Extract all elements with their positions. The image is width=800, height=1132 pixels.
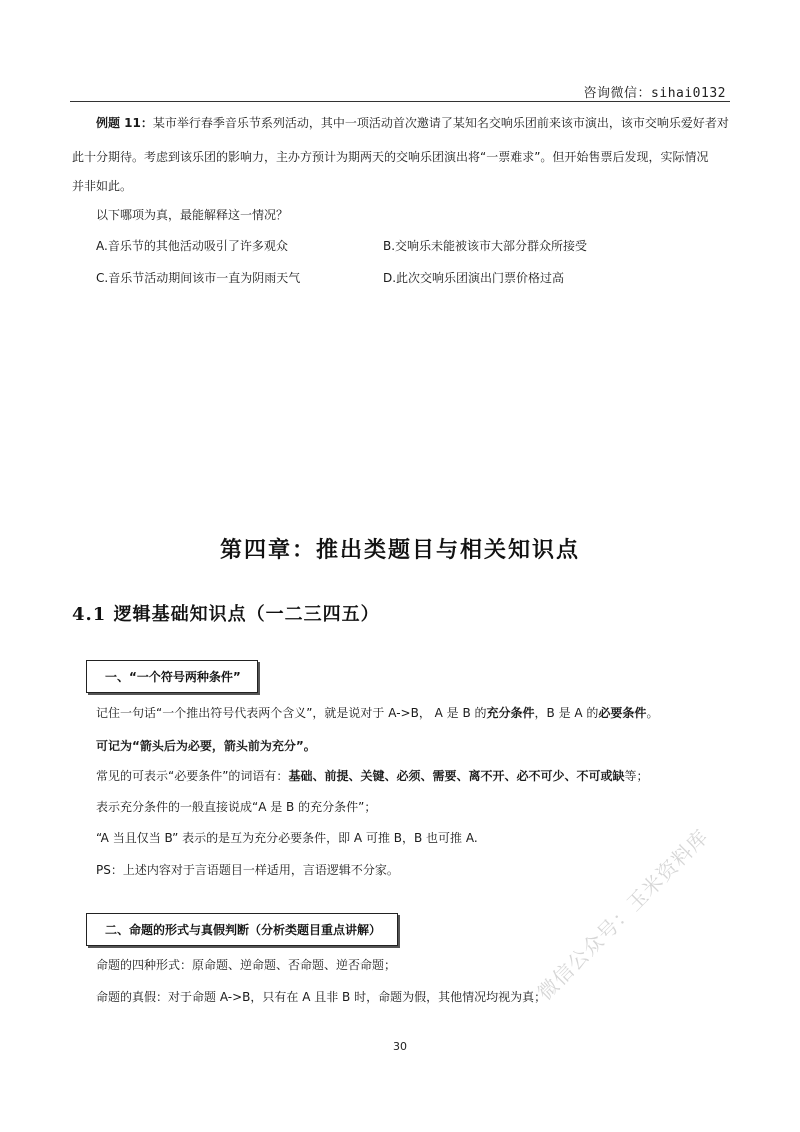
necessary-condition-term: 必要条件 xyxy=(598,706,647,720)
part1-heading: 一、“一个符号两种条件” xyxy=(86,660,258,693)
part2-line-2: 命题的真假：对于命题 A->B，只有在 A 且非 B 时，命题为假，其他情况均视为真； xyxy=(96,990,547,1004)
part1-line-4: 表示充分条件的一般直接说成“A 是 B 的充分条件”； xyxy=(96,800,377,814)
part1-line-3-c: 等； xyxy=(624,769,649,783)
part2-line-1: 命题的四种形式：原命题、逆命题、否命题、逆否命题； xyxy=(96,958,397,972)
part1-line-1-e: 。 xyxy=(646,706,659,720)
option-c: C.音乐节活动期间该市一直为阴雨天气 xyxy=(96,271,301,285)
example-line-1 xyxy=(96,117,729,129)
option-d: D.此次交响乐团演出门票价格过高 xyxy=(383,271,565,285)
example-question: 以下哪项为真，最能解释这一情况？ xyxy=(96,208,289,222)
part1-line-6: PS：上述内容对于言语题目一样适用，言语逻辑不分家。 xyxy=(96,863,399,877)
example-text-1: 某市举行春季音乐节系列活动，其中一项活动首次邀请了某知名交响乐团前来该市演出，该市交响乐爱好者对 xyxy=(152,116,729,130)
sufficient-condition-term: 充分条件 xyxy=(486,706,535,720)
part1-line-3 xyxy=(96,770,648,782)
part1-line-2: 可记为“箭头后为必要，箭头前为充分”。 xyxy=(96,739,316,753)
page-number: 30 xyxy=(393,1040,407,1053)
header-contact: 咨询微信：sihai0132 xyxy=(583,86,726,101)
example-line-2: 此十分期待。考虑到该乐团的影响力，主办方预计为期两天的交响乐团演出将“一票难求”。但开始售票后发现，实际情况 xyxy=(72,150,709,164)
part1-line-1-a: 记住一句话“一个推出符号代表两个含义”，就是说对于 A->B， A 是 B 的 xyxy=(96,706,487,720)
part1-line-1-c: ，B 是 A 的 xyxy=(534,706,599,720)
watermark: 微信公众号：玉米资料库 xyxy=(532,824,714,1005)
chapter-title: 第四章：推出类题目与相关知识点 xyxy=(219,537,580,563)
section-title: 4.1 逻辑基础知识点（一二三四五） xyxy=(72,604,380,625)
header-rule xyxy=(70,101,730,102)
example-line-3: 并非如此。 xyxy=(72,179,133,193)
part1-line-3-a: 常见的可表示“必要条件”的词语有： xyxy=(96,769,289,783)
necessary-words: 基础、前提、关键、必须、需要、离不开、必不可少、不可或缺 xyxy=(288,769,625,783)
part1-line-1 xyxy=(96,707,658,719)
part2-heading: 二、命题的形式与真假判断（分析类题目重点讲解） xyxy=(86,913,398,946)
example-label: 例题 11： xyxy=(96,116,153,130)
part1-line-5: “A 当且仅当 B” 表示的是互为充分必要条件，即 A 可推 B，B 也可推 A. xyxy=(96,831,478,845)
option-a: A.音乐节的其他活动吸引了许多观众 xyxy=(96,239,288,253)
option-b: B.交响乐未能被该市大部分群众所接受 xyxy=(383,239,588,253)
